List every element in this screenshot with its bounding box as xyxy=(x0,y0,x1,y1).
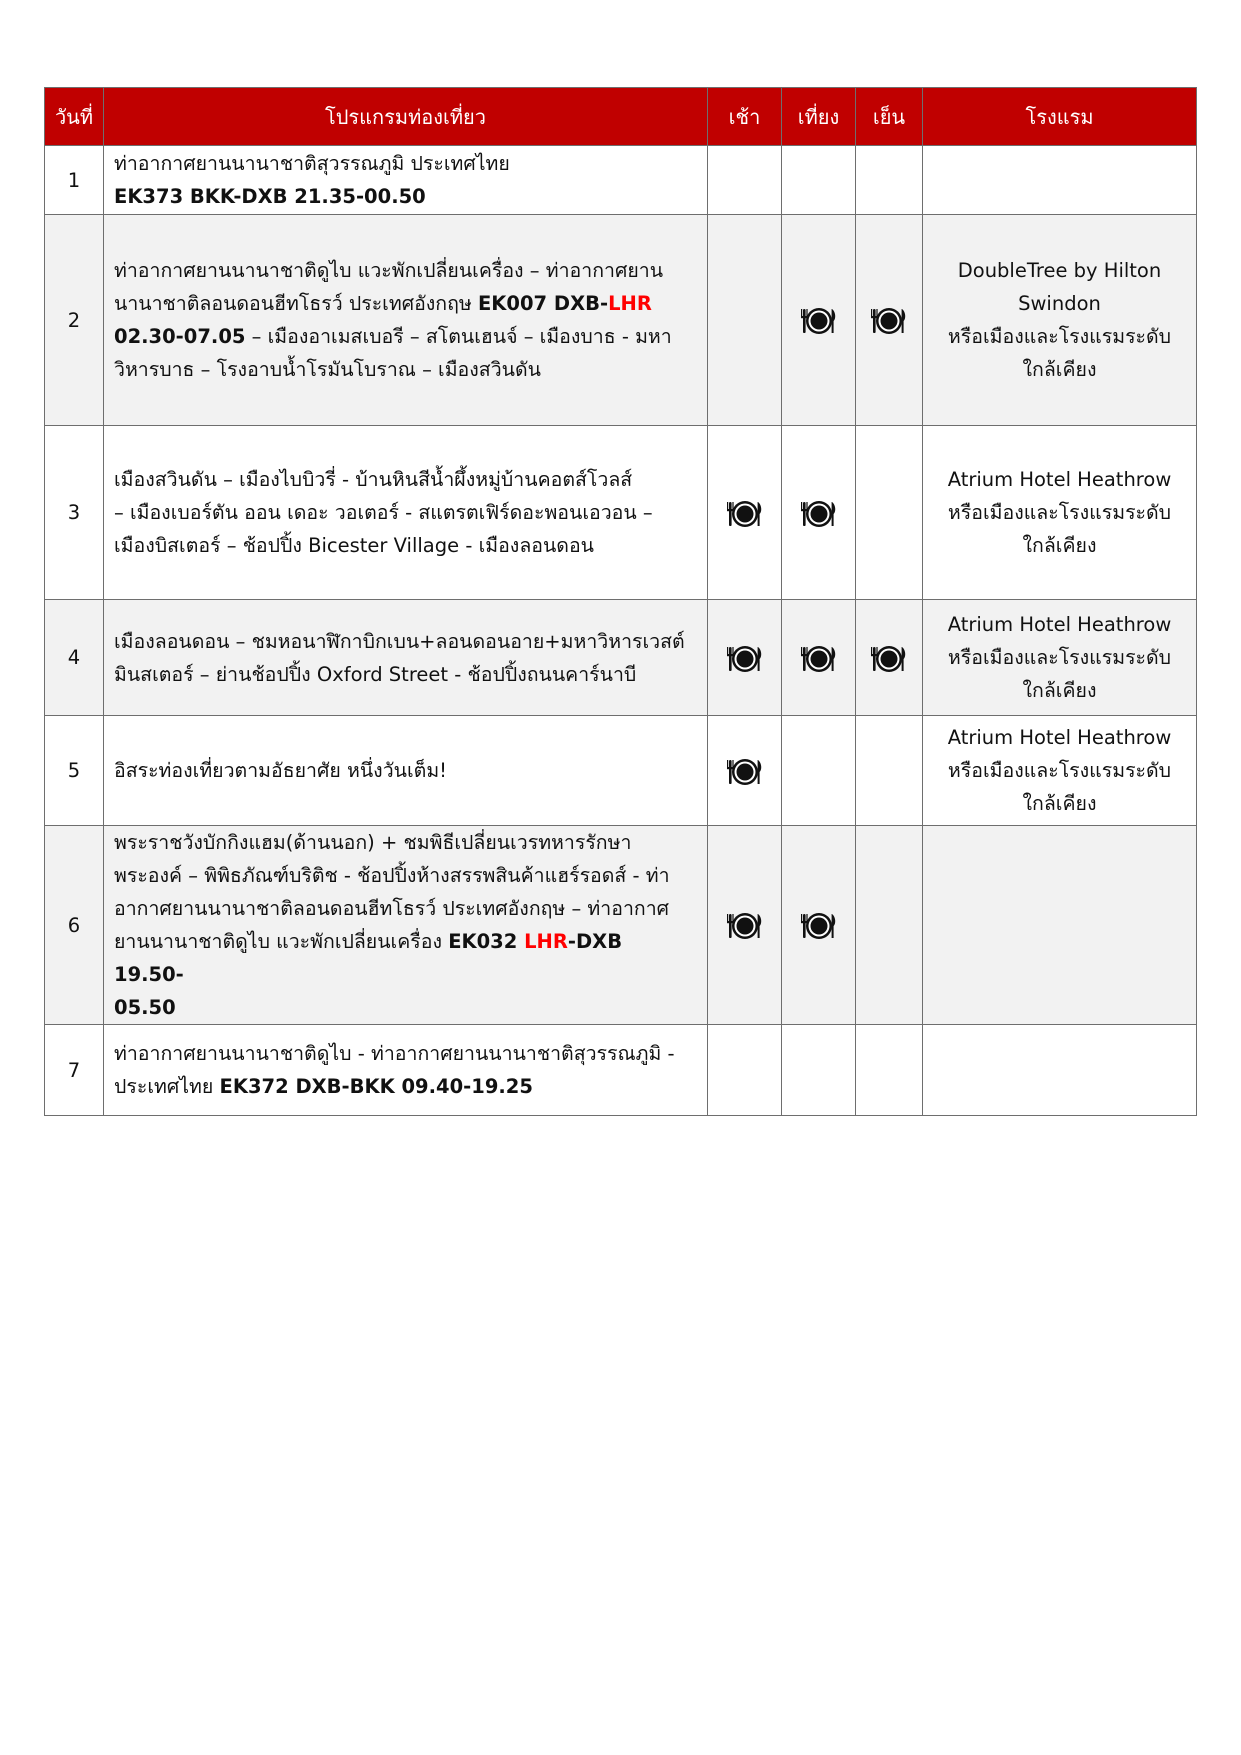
hotel-line: หรือเมืองและโรงแรมระดับ xyxy=(947,325,1172,348)
program-text: พระราชวังบักกิงแฮม(ด้านนอก) + ชมพิธีเปลี่ยนเวรทหารรักษา xyxy=(114,831,632,854)
program-line xyxy=(114,925,697,991)
program-text: ประเทศไทย xyxy=(114,1075,220,1098)
hotel-cell xyxy=(923,826,1197,1025)
program-line xyxy=(114,496,697,529)
program-line xyxy=(114,180,697,213)
flight-detail: EK007 DXB- xyxy=(477,292,609,315)
meal-lunch-cell xyxy=(782,826,856,1025)
day-number: 5 xyxy=(45,716,104,826)
plate-cutlery-icon xyxy=(800,911,838,941)
meal-dinner-cell xyxy=(856,716,923,826)
hotel-line: ใกล้เคียง xyxy=(1022,679,1097,702)
table-header-row xyxy=(45,88,1197,146)
day-number: 4 xyxy=(45,600,104,716)
hotel-line: ใกล้เคียง xyxy=(1022,792,1097,815)
header-dinner: เย็น xyxy=(856,88,923,146)
hotel-line: Atrium Hotel Heathrow xyxy=(947,726,1172,749)
header-breakfast: เช้า xyxy=(708,88,782,146)
plate-cutlery-icon xyxy=(870,306,908,336)
meal-lunch-cell xyxy=(782,716,856,826)
flight-detail: EK032 xyxy=(448,930,525,953)
program-line xyxy=(114,353,697,386)
plate-cutlery-icon xyxy=(800,499,838,529)
program-cell xyxy=(104,826,708,1025)
program-text: นานาชาติลอนดอนฮีทโธรว์ ประเทศอังกฤษ xyxy=(114,292,478,315)
program-line xyxy=(114,826,697,859)
program-cell xyxy=(104,1025,708,1116)
meal-breakfast-cell xyxy=(708,716,782,826)
plate-cutlery-icon xyxy=(870,644,908,674)
meal-breakfast-cell xyxy=(708,215,782,426)
table-row xyxy=(45,600,1197,716)
plate-cutlery-icon xyxy=(726,644,764,674)
header-lunch: เที่ยง xyxy=(782,88,856,146)
plate-cutlery-icon xyxy=(800,306,838,336)
program-line xyxy=(114,991,697,1024)
hotel-cell xyxy=(923,426,1197,600)
meal-breakfast-cell xyxy=(708,826,782,1025)
program-text: มินสเตอร์ – ย่านช้อปปิ้ง Oxford Street - ช้อปปิ้งถนนคาร์นาบี xyxy=(114,662,637,686)
meal-dinner-cell xyxy=(856,426,923,600)
meal-lunch-cell xyxy=(782,426,856,600)
table-row xyxy=(45,826,1197,1025)
program-text: ท่าอากาศยานนานาชาติสุวรรณภูมิ ประเทศไทย xyxy=(114,152,510,175)
hotel-line: Atrium Hotel Heathrow xyxy=(947,468,1172,491)
table-row xyxy=(45,215,1197,426)
day-number: 7 xyxy=(45,1025,104,1116)
program-line xyxy=(114,287,697,320)
itinerary-body xyxy=(45,146,1197,1116)
table-row xyxy=(45,146,1197,215)
program-line xyxy=(114,625,697,658)
program-cell xyxy=(104,600,708,716)
program-text: ท่าอากาศยานนานาชาติดูไบ - ท่าอากาศยานนานาชาติสุวรรณภูมิ - xyxy=(114,1042,675,1065)
program-cell xyxy=(104,716,708,826)
meal-breakfast-cell xyxy=(708,426,782,600)
meal-lunch-cell xyxy=(782,600,856,716)
program-line xyxy=(114,463,697,496)
meal-breakfast-cell xyxy=(708,1025,782,1116)
plate-cutlery-icon xyxy=(800,644,838,674)
meal-breakfast-cell xyxy=(708,146,782,215)
table-row xyxy=(45,1025,1197,1116)
hotel-line: ใกล้เคียง xyxy=(1022,534,1097,557)
program-text: ยานนานาชาติดูไบ แวะพักเปลี่ยนเครื่อง xyxy=(114,930,449,953)
meal-lunch-cell xyxy=(782,1025,856,1116)
hotel-line: DoubleTree by Hilton xyxy=(957,259,1162,282)
meal-dinner-cell xyxy=(856,600,923,716)
hotel-cell xyxy=(923,1025,1197,1116)
program-line xyxy=(114,1037,697,1070)
program-text: – เมืองเบอร์ตัน ออน เดอะ วอเตอร์ - สแตรตเฟิร์ดอะพอนเอวอน – xyxy=(114,501,653,524)
program-text: เมืองลอนดอน – ชมหอนาฬิกาบิกเบน+ลอนดอนอาย+มหาวิหารเวสต์ xyxy=(114,629,685,653)
program-text: ท่าอากาศยานนานาชาติดูไบ แวะพักเปลี่ยนเครื่อง – ท่าอากาศยาน xyxy=(114,259,664,282)
day-number: 1 xyxy=(45,146,104,215)
airport-code-highlight: LHR xyxy=(608,292,652,315)
table-row xyxy=(45,716,1197,826)
program-text: เมืองสวินดัน – เมืองไบบิวรี่ - บ้านหินสีน้ำผึ้งหมู่บ้านคอตส์โวลส์ xyxy=(114,468,633,491)
hotel-line: Atrium Hotel Heathrow xyxy=(947,613,1172,636)
airport-code-highlight: LHR xyxy=(524,930,568,953)
meal-dinner-cell xyxy=(856,215,923,426)
meal-dinner-cell xyxy=(856,146,923,215)
program-line xyxy=(114,320,697,353)
program-cell xyxy=(104,426,708,600)
header-day: วันที่ xyxy=(45,88,104,146)
program-line xyxy=(114,892,697,925)
meal-lunch-cell xyxy=(782,215,856,426)
flight-detail: EK372 DXB-BKK 09.40-19.25 xyxy=(219,1075,533,1098)
hotel-cell xyxy=(923,716,1197,826)
meal-lunch-cell xyxy=(782,146,856,215)
hotel-line: Swindon xyxy=(1018,292,1101,315)
program-text: อิสระท่องเที่ยวตามอัธยาศัย หนึ่งวันเต็ม! xyxy=(114,759,447,782)
header-program: โปรแกรมท่องเที่ยว xyxy=(104,88,708,146)
program-line xyxy=(114,754,697,787)
hotel-line: หรือเมืองและโรงแรมระดับ xyxy=(947,759,1172,782)
flight-detail: -DXB 19.50- xyxy=(114,930,623,986)
program-line xyxy=(114,658,697,691)
hotel-cell xyxy=(923,215,1197,426)
program-text: พระองค์ – พิพิธภัณฑ์บริติช - ช้อปปิ้งห้างสรรพสินค้าแฮร์รอดส์ - ท่า xyxy=(114,864,670,887)
table-row xyxy=(45,426,1197,600)
hotel-cell xyxy=(923,146,1197,215)
plate-cutlery-icon xyxy=(726,911,764,941)
hotel-cell xyxy=(923,600,1197,716)
flight-detail: EK373 BKK-DXB 21.35-00.50 xyxy=(114,185,426,208)
program-text: อากาศยานนานาชาติลอนดอนฮีทโธรว์ ประเทศอังกฤษ – ท่าอากาศ xyxy=(114,897,670,920)
program-cell xyxy=(104,146,708,215)
meal-dinner-cell xyxy=(856,826,923,1025)
program-line xyxy=(114,1070,697,1103)
program-text: เมืองบิสเตอร์ – ช้อปปิ้ง Bicester Village - เมืองลอนดอน xyxy=(114,534,595,557)
day-number: 2 xyxy=(45,215,104,426)
program-line xyxy=(114,529,697,562)
plate-cutlery-icon xyxy=(726,757,764,787)
program-line xyxy=(114,859,697,892)
meal-breakfast-cell xyxy=(708,600,782,716)
program-line xyxy=(114,254,697,287)
itinerary-table xyxy=(44,87,1197,1116)
day-number: 6 xyxy=(45,826,104,1025)
flight-detail: 05.50 xyxy=(114,996,176,1019)
plate-cutlery-icon xyxy=(726,499,764,529)
day-number: 3 xyxy=(45,426,104,600)
hotel-line: ใกล้เคียง xyxy=(1022,358,1097,381)
hotel-line: หรือเมืองและโรงแรมระดับ xyxy=(947,646,1172,669)
program-cell xyxy=(104,215,708,426)
flight-detail: 02.30-07.05 xyxy=(114,325,246,348)
meal-dinner-cell xyxy=(856,1025,923,1116)
header-hotel: โรงแรม xyxy=(923,88,1197,146)
program-line xyxy=(114,147,697,180)
program-text: – เมืองอาเมสเบอรี – สโตนเฮนจ์ – เมืองบาธ - มหา xyxy=(245,325,672,348)
program-text: วิหารบาธ – โรงอาบน้ำโรมันโบราณ – เมืองสวินดัน xyxy=(114,358,541,381)
hotel-line: หรือเมืองและโรงแรมระดับ xyxy=(947,501,1172,524)
